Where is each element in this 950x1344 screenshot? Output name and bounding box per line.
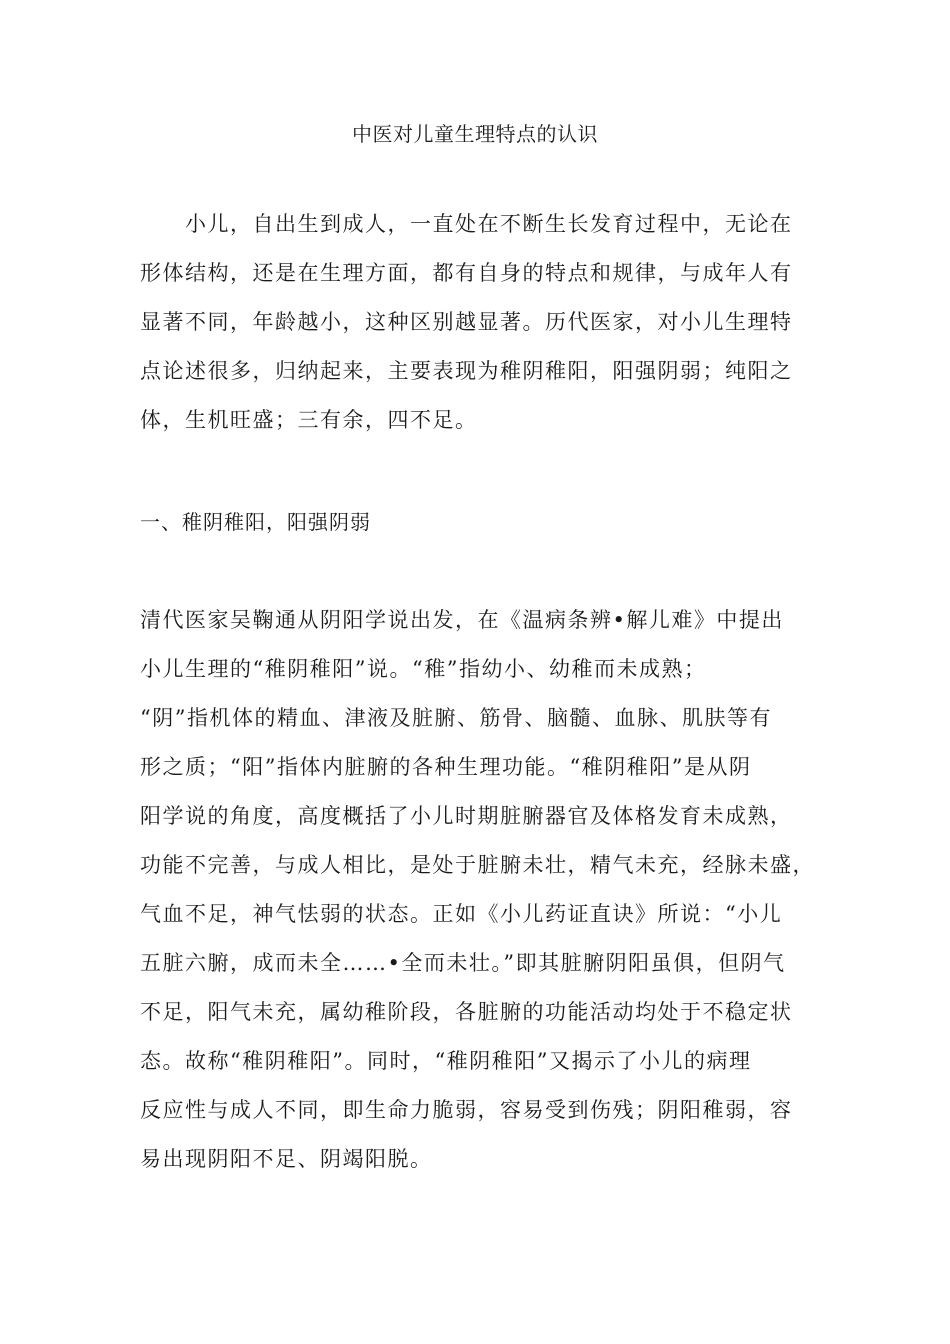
section-heading-text: 一、稚阴稚阳，阳强阴弱 [140,510,371,534]
document-title: 中医对儿童生理特点的认识 [352,122,598,146]
paragraph-section-1 [140,596,815,1184]
text-line: 体，生机旺盛；三有余，四不足。 [140,408,478,432]
text-line: 阳学说的角度，高度概括了小儿时期脏腑器官及体格发育未成熟， [140,804,793,828]
text-line: 气血不足，神气怯弱的状态。正如《小儿药证直诀》所说：“小儿 [140,902,783,926]
text-line: 形体结构，还是在生理方面，都有自身的特点和规律，与成年人有 [140,261,793,285]
text-line: 显著不同，年龄越小，这种区别越显著。历代医家，对小儿生理特 [140,310,793,334]
text-line: 形之质；“阳”指体内脏腑的各种生理功能。“稚阴稚阳”是从阴 [140,755,752,779]
text-line: 不足，阳气未充，属幼稚阶段，各脏腑的功能活动均处于不稳定状 [140,1000,793,1024]
text-line: 功能不完善，与成人相比，是处于脏腑未壮，精气未充，经脉未盛， [140,853,815,877]
text-line: 小儿，自出生到成人，一直处在不断生长发育过程中，无论在 [140,212,793,236]
text-line: 五脏六腑，成而未全……•全而未壮。”即其脏腑阴阳虽俱，但阴气 [140,951,786,975]
text-line: 点论述很多，归纳起来，主要表现为稚阴稚阳，阳强阴弱；纯阳之 [140,359,793,383]
section-heading [140,498,371,547]
text-line: 易出现阴阳不足、阴竭阳脱。 [140,1147,433,1171]
text-line: 小儿生理的“稚阴稚阳”说。“稚”指幼小、幼稚而未成熟； [140,657,707,681]
text-line: “阴”指机体的精血、津液及脏腑、筋骨、脑髓、血脉、肌肤等有 [140,706,772,730]
paragraph-intro [140,200,793,445]
text-line: 态。故称“稚阴稚阳”。同时，“稚阴稚阳”又揭示了小儿的病理 [140,1049,752,1073]
text-line: 反应性与成人不同，即生命力脆弱，容易受到伤残；阴阳稚弱，容 [140,1098,793,1122]
text-line: 清代医家吴鞠通从阴阳学说出发，在《温病条辨•解儿难》中提出 [140,608,784,632]
